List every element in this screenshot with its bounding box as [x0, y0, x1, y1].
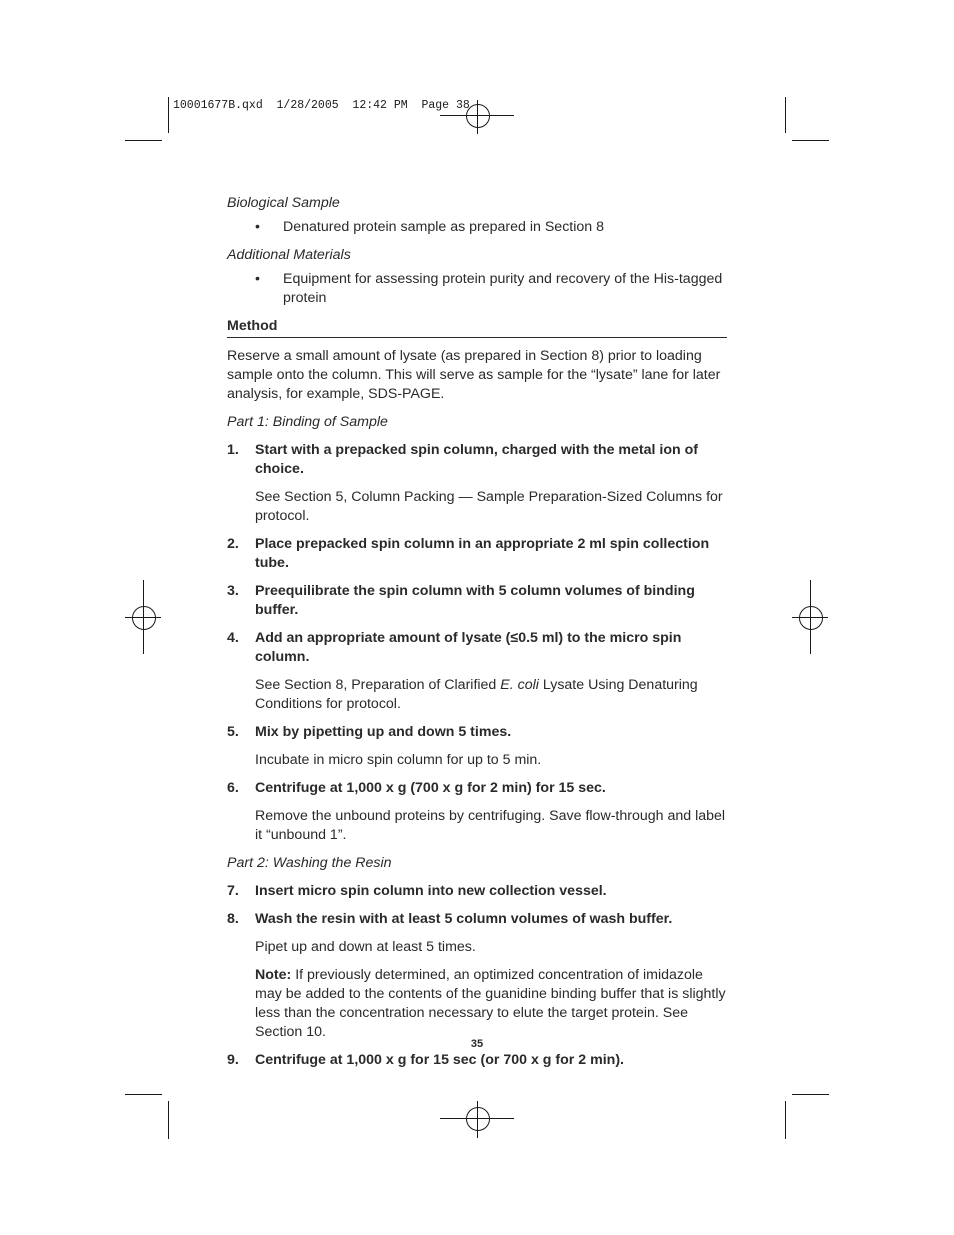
- step-number: 9.: [227, 1052, 239, 1068]
- step-text: Centrifuge at 1,000 x g for 15 sec (or 700 x g for 2 min).: [255, 1052, 624, 1068]
- biological-sample-heading: Biological Sample: [227, 195, 340, 211]
- note-paragraph: [227, 966, 727, 1042]
- step-number: 2.: [227, 536, 239, 552]
- step-4: [227, 629, 727, 667]
- additional-materials-heading: Additional Materials: [227, 247, 351, 263]
- step-text: Start with a prepacked spin column, charged with the metal ion of choice.: [255, 442, 699, 477]
- step-7: [227, 882, 727, 901]
- step-note-text: See Section 8, Preparation of Clarified: [255, 677, 501, 693]
- registration-target-icon: [799, 606, 823, 630]
- step-1: [227, 441, 727, 479]
- organism-name: E. coli: [500, 677, 539, 693]
- step-note: [227, 676, 727, 714]
- step-6: [227, 779, 727, 798]
- step-text: Insert micro spin column into new collection vessel.: [255, 883, 607, 899]
- step-8: [227, 910, 727, 929]
- crop-mark: [792, 1094, 829, 1095]
- step-number: 8.: [227, 911, 239, 927]
- step-number: 6.: [227, 780, 239, 796]
- page-number: 35: [470, 1038, 484, 1050]
- list-item-text: Equipment for assessing protein purity and recovery of the His-tagged protein: [283, 271, 723, 306]
- list-item: [227, 270, 727, 308]
- bullet-marker: •: [255, 271, 260, 287]
- method-intro: Reserve a small amount of lysate (as prepared in Section 8) prior to loading sample onto the column. This will serve as sample for the “lysate” lane for later analysis, for example, SDS-PAGE.: [227, 348, 721, 402]
- step-number: 7.: [227, 883, 239, 899]
- step-3: [227, 582, 727, 620]
- crop-mark: [785, 1101, 786, 1139]
- step-number: 5.: [227, 724, 239, 740]
- crop-mark: [785, 97, 786, 133]
- document-body: [227, 194, 727, 1079]
- step-2: [227, 535, 727, 573]
- step-text: Centrifuge at 1,000 x g (700 x g for 2 min) for 15 sec.: [255, 780, 606, 796]
- step-note: See Section 5, Column Packing — Sample Preparation-Sized Columns for protocol.: [255, 489, 723, 524]
- crop-mark: [168, 1101, 169, 1139]
- step-note: Incubate in micro spin column for up to 5 min.: [255, 752, 542, 768]
- step-number: 1.: [227, 442, 239, 458]
- step-9: [227, 1051, 727, 1070]
- list-item-text: Denatured protein sample as prepared in Section 8: [283, 219, 604, 235]
- step-text: Add an appropriate amount of lysate (≤0.5 ml) to the micro spin column.: [255, 630, 682, 665]
- step-number: 3.: [227, 583, 239, 599]
- method-heading: Method: [227, 317, 727, 338]
- registration-target-icon: [466, 1107, 490, 1131]
- crop-mark: [168, 97, 169, 133]
- print-slug: 10001677B.qxd 1/28/2005 12:42 PM Page 38: [173, 99, 470, 112]
- part2-heading: Part 2: Washing the Resin: [227, 855, 392, 871]
- crop-mark: [125, 140, 162, 141]
- step-text: Preequilibrate the spin column with 5 column volumes of binding buffer.: [255, 583, 695, 618]
- step-text: Place prepacked spin column in an appropriate 2 ml spin collection tube.: [255, 536, 710, 571]
- list-item: [227, 218, 727, 237]
- bullet-marker: •: [255, 219, 260, 235]
- crop-mark: [125, 1094, 162, 1095]
- step-5: [227, 723, 727, 742]
- part1-heading: Part 1: Binding of Sample: [227, 414, 388, 430]
- step-text: Wash the resin with at least 5 column volumes of wash buffer.: [255, 911, 673, 927]
- note-text: If previously determined, an optimized concentration of imidazole may be added to the contents of the guanidine binding buffer that is slightly less than the concentration necessary to elute the target protein. See Section 10.: [255, 967, 726, 1040]
- step-number: 4.: [227, 630, 239, 646]
- step-text: Mix by pipetting up and down 5 times.: [255, 724, 512, 740]
- crop-mark: [792, 140, 829, 141]
- step-note: Pipet up and down at least 5 times.: [255, 939, 476, 955]
- note-label: Note:: [255, 967, 292, 983]
- step-note: Remove the unbound proteins by centrifuging. Save flow-through and label it “unbound 1”.: [255, 808, 726, 843]
- step-note-text: Lysate Using Denaturing Conditions for protocol.: [255, 677, 698, 712]
- registration-target-icon: [132, 606, 156, 630]
